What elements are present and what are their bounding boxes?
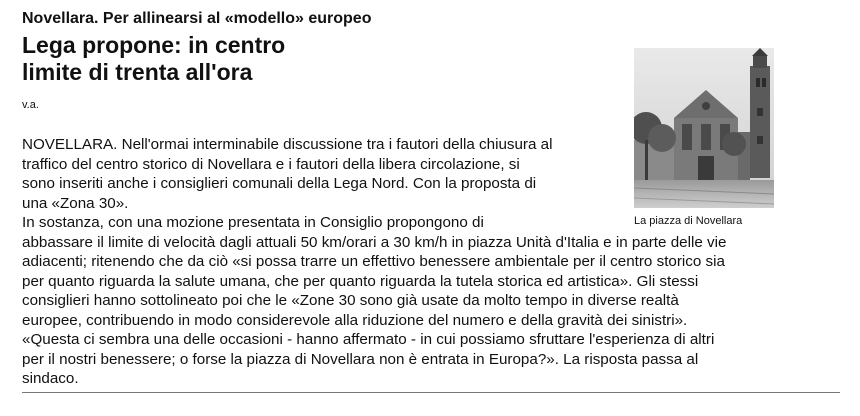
body-line: In sostanza, con una mozione presentata in Consiglio propongono di — [22, 214, 484, 231]
byline: v.a. — [22, 99, 39, 111]
body-line: sono inseriti anche i consiglieri comunali della Lega Nord. Con la proposta di — [22, 175, 537, 192]
body-line: consiglieri hanno sottolineato poi che le «Zone 30 sono già usate da molto tempo in diverse realtà — [22, 292, 679, 309]
bottom-divider — [22, 392, 840, 393]
headline-line-1: Lega propone: in centro — [22, 32, 286, 58]
headline — [22, 32, 285, 86]
body-line: adiacenti; ritenendo che da ciò «si possa trarre un effettivo benessere ambientale per il centro storico sia — [22, 253, 725, 270]
kicker: Novellara. Per allinearsi al «modello» europeo — [22, 10, 372, 27]
photo-caption: La piazza di Novellara — [634, 215, 743, 227]
body-line: per il nostri benessere; o forse la piazza di Novellara non è entrata in Europa?». La risposta passa al — [22, 350, 699, 368]
church-bell-tower-photo — [634, 48, 774, 208]
body-line: sindaco. — [22, 370, 79, 387]
body-line: traffico del centro storico di Novellara e i fautori della libera circolazione, si — [22, 155, 520, 173]
body-line: NOVELLARA. Nell'ormai interminabile discussione tra i fautori della chiusura al — [22, 136, 553, 153]
body-line: abbassare il limite di velocità dagli attuali 50 km/orari a 30 km/h in piazza Unità d'Italia e in parte delle vie — [22, 233, 727, 251]
body-line: una «Zona 30». — [22, 194, 129, 212]
body-line: per quanto riguarda la salute umana, che per quanto riguarda la tutela storica ed artistica». Gli stessi — [22, 272, 699, 290]
body-line: europee, contribuendo in modo considerevole alla riduzione del numero e della gravità dei sinistri». — [22, 311, 688, 329]
body-line: «Questa ci sembra una delle occasioni - hanno affermato - in cui possiamo sfruttare l'esperienza di altri — [22, 331, 715, 348]
headline-line-2: limite di trenta all'ora — [22, 59, 253, 85]
